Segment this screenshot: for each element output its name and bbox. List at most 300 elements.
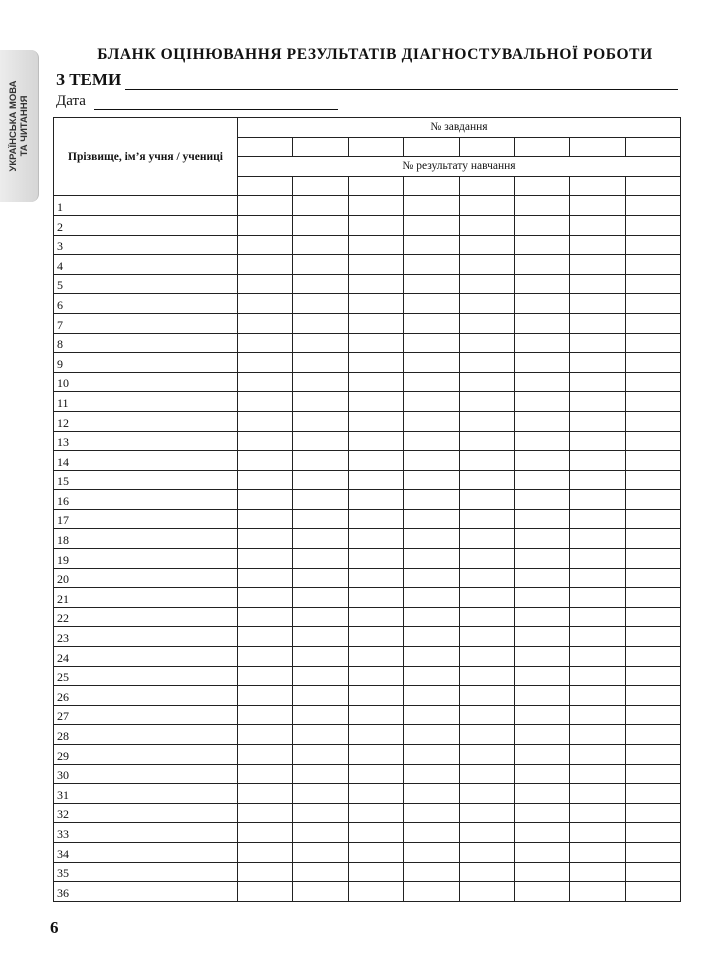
student-name-cell[interactable]: 19 [54,549,238,569]
student-name-cell[interactable]: 22 [54,607,238,627]
score-cell[interactable] [570,274,625,294]
score-cell[interactable] [625,784,680,804]
score-cell[interactable] [459,803,514,823]
score-cell[interactable] [348,588,403,608]
score-cell[interactable] [404,313,459,333]
score-cell[interactable] [625,431,680,451]
task-number-cell[interactable] [514,137,569,157]
score-cell[interactable] [459,215,514,235]
score-cell[interactable] [514,588,569,608]
score-cell[interactable] [238,294,293,314]
score-cell[interactable] [293,235,348,255]
score-cell[interactable] [404,666,459,686]
score-cell[interactable] [514,431,569,451]
task-number-cell[interactable] [348,137,403,157]
score-cell[interactable] [238,215,293,235]
score-cell[interactable] [514,411,569,431]
score-cell[interactable] [238,196,293,216]
score-cell[interactable] [570,607,625,627]
score-cell[interactable] [570,313,625,333]
score-cell[interactable] [348,627,403,647]
score-cell[interactable] [238,529,293,549]
score-cell[interactable] [625,333,680,353]
score-cell[interactable] [459,353,514,373]
score-cell[interactable] [404,490,459,510]
score-cell[interactable] [459,823,514,843]
score-cell[interactable] [404,353,459,373]
score-cell[interactable] [570,705,625,725]
score-cell[interactable] [293,784,348,804]
student-name-cell[interactable]: 24 [54,647,238,667]
score-cell[interactable] [348,725,403,745]
score-cell[interactable] [625,470,680,490]
score-cell[interactable] [570,588,625,608]
score-cell[interactable] [238,509,293,529]
score-cell[interactable] [459,392,514,412]
score-cell[interactable] [570,509,625,529]
score-cell[interactable] [514,764,569,784]
score-cell[interactable] [570,235,625,255]
task-number-cell[interactable] [625,137,680,157]
score-cell[interactable] [293,372,348,392]
score-cell[interactable] [514,529,569,549]
score-cell[interactable] [348,470,403,490]
score-cell[interactable] [459,274,514,294]
score-cell[interactable] [348,431,403,451]
score-cell[interactable] [459,705,514,725]
score-cell[interactable] [293,333,348,353]
score-cell[interactable] [404,784,459,804]
score-cell[interactable] [459,882,514,902]
score-cell[interactable] [570,431,625,451]
score-cell[interactable] [404,627,459,647]
score-cell[interactable] [459,235,514,255]
score-cell[interactable] [404,568,459,588]
result-number-cell[interactable] [514,176,569,196]
score-cell[interactable] [238,607,293,627]
score-cell[interactable] [625,392,680,412]
score-cell[interactable] [238,666,293,686]
score-cell[interactable] [293,294,348,314]
score-cell[interactable] [238,764,293,784]
score-cell[interactable] [570,372,625,392]
score-cell[interactable] [293,627,348,647]
score-cell[interactable] [293,764,348,784]
score-cell[interactable] [348,745,403,765]
score-cell[interactable] [348,666,403,686]
score-cell[interactable] [293,255,348,275]
score-cell[interactable] [514,490,569,510]
score-cell[interactable] [459,372,514,392]
score-cell[interactable] [238,686,293,706]
student-name-cell[interactable]: 25 [54,666,238,686]
score-cell[interactable] [238,823,293,843]
score-cell[interactable] [404,647,459,667]
task-number-cell[interactable] [238,137,293,157]
score-cell[interactable] [293,705,348,725]
score-cell[interactable] [570,549,625,569]
score-cell[interactable] [625,823,680,843]
score-cell[interactable] [514,705,569,725]
score-cell[interactable] [625,568,680,588]
student-name-cell[interactable]: 16 [54,490,238,510]
score-cell[interactable] [514,882,569,902]
score-cell[interactable] [348,568,403,588]
score-cell[interactable] [625,490,680,510]
score-cell[interactable] [348,392,403,412]
task-number-cell[interactable] [570,137,625,157]
score-cell[interactable] [293,823,348,843]
score-cell[interactable] [293,509,348,529]
score-cell[interactable] [238,725,293,745]
student-name-cell[interactable]: 10 [54,372,238,392]
student-name-cell[interactable]: 4 [54,255,238,275]
score-cell[interactable] [459,588,514,608]
score-cell[interactable] [293,568,348,588]
score-cell[interactable] [570,411,625,431]
score-cell[interactable] [570,353,625,373]
score-cell[interactable] [293,470,348,490]
score-cell[interactable] [570,392,625,412]
score-cell[interactable] [238,431,293,451]
score-cell[interactable] [514,823,569,843]
score-cell[interactable] [348,842,403,862]
score-cell[interactable] [514,470,569,490]
student-name-cell[interactable]: 23 [54,627,238,647]
student-name-cell[interactable]: 33 [54,823,238,843]
score-cell[interactable] [238,803,293,823]
result-number-cell[interactable] [293,176,348,196]
result-number-cell[interactable] [348,176,403,196]
student-name-cell[interactable]: 27 [54,705,238,725]
score-cell[interactable] [404,549,459,569]
student-name-cell[interactable]: 32 [54,803,238,823]
score-cell[interactable] [293,745,348,765]
score-cell[interactable] [293,882,348,902]
score-cell[interactable] [404,215,459,235]
score-cell[interactable] [348,451,403,471]
score-cell[interactable] [570,647,625,667]
score-cell[interactable] [293,647,348,667]
student-name-cell[interactable]: 17 [54,509,238,529]
score-cell[interactable] [238,549,293,569]
score-cell[interactable] [625,509,680,529]
student-name-cell[interactable]: 12 [54,411,238,431]
score-cell[interactable] [238,627,293,647]
score-cell[interactable] [293,431,348,451]
score-cell[interactable] [514,842,569,862]
score-cell[interactable] [348,862,403,882]
result-number-cell[interactable] [570,176,625,196]
score-cell[interactable] [348,411,403,431]
score-cell[interactable] [570,842,625,862]
score-cell[interactable] [293,490,348,510]
score-cell[interactable] [459,490,514,510]
student-name-cell[interactable]: 1 [54,196,238,216]
score-cell[interactable] [570,823,625,843]
score-cell[interactable] [625,549,680,569]
score-cell[interactable] [404,686,459,706]
score-cell[interactable] [625,627,680,647]
result-number-cell[interactable] [625,176,680,196]
score-cell[interactable] [514,294,569,314]
score-cell[interactable] [238,647,293,667]
score-cell[interactable] [625,313,680,333]
task-number-cell[interactable] [293,137,348,157]
student-name-cell[interactable]: 34 [54,842,238,862]
score-cell[interactable] [348,607,403,627]
score-cell[interactable] [570,490,625,510]
score-cell[interactable] [514,353,569,373]
score-cell[interactable] [570,725,625,745]
score-cell[interactable] [238,745,293,765]
student-name-cell[interactable]: 21 [54,588,238,608]
score-cell[interactable] [625,666,680,686]
score-cell[interactable] [348,529,403,549]
score-cell[interactable] [238,784,293,804]
score-cell[interactable] [570,686,625,706]
score-cell[interactable] [459,451,514,471]
score-cell[interactable] [459,842,514,862]
student-name-cell[interactable]: 15 [54,470,238,490]
score-cell[interactable] [238,842,293,862]
score-cell[interactable] [404,411,459,431]
score-cell[interactable] [625,745,680,765]
score-cell[interactable] [238,333,293,353]
score-cell[interactable] [404,509,459,529]
student-name-cell[interactable]: 3 [54,235,238,255]
student-name-cell[interactable]: 29 [54,745,238,765]
score-cell[interactable] [293,353,348,373]
score-cell[interactable] [238,470,293,490]
score-cell[interactable] [348,509,403,529]
score-cell[interactable] [404,803,459,823]
score-cell[interactable] [625,529,680,549]
score-cell[interactable] [404,255,459,275]
score-cell[interactable] [459,607,514,627]
score-cell[interactable] [459,333,514,353]
score-cell[interactable] [348,803,403,823]
score-cell[interactable] [570,196,625,216]
score-cell[interactable] [625,882,680,902]
student-name-cell[interactable]: 31 [54,784,238,804]
score-cell[interactable] [570,470,625,490]
student-name-cell[interactable]: 14 [54,451,238,471]
score-cell[interactable] [625,215,680,235]
score-cell[interactable] [404,333,459,353]
student-name-cell[interactable]: 6 [54,294,238,314]
score-cell[interactable] [238,313,293,333]
score-cell[interactable] [238,490,293,510]
score-cell[interactable] [625,372,680,392]
score-cell[interactable] [238,392,293,412]
score-cell[interactable] [459,666,514,686]
score-cell[interactable] [404,235,459,255]
score-cell[interactable] [514,725,569,745]
score-cell[interactable] [570,803,625,823]
student-name-cell[interactable]: 36 [54,882,238,902]
score-cell[interactable] [514,549,569,569]
score-cell[interactable] [404,470,459,490]
score-cell[interactable] [293,313,348,333]
score-cell[interactable] [514,451,569,471]
score-cell[interactable] [514,666,569,686]
score-cell[interactable] [625,686,680,706]
score-cell[interactable] [625,862,680,882]
score-cell[interactable] [238,862,293,882]
score-cell[interactable] [293,549,348,569]
student-name-cell[interactable]: 7 [54,313,238,333]
score-cell[interactable] [293,588,348,608]
score-cell[interactable] [570,568,625,588]
student-name-cell[interactable]: 18 [54,529,238,549]
score-cell[interactable] [514,647,569,667]
student-name-cell[interactable]: 26 [54,686,238,706]
score-cell[interactable] [625,764,680,784]
score-cell[interactable] [459,549,514,569]
score-cell[interactable] [459,745,514,765]
result-number-cell[interactable] [404,176,459,196]
score-cell[interactable] [348,294,403,314]
score-cell[interactable] [238,255,293,275]
score-cell[interactable] [293,607,348,627]
score-cell[interactable] [514,686,569,706]
score-cell[interactable] [514,745,569,765]
score-cell[interactable] [404,431,459,451]
score-cell[interactable] [404,607,459,627]
student-name-cell[interactable]: 35 [54,862,238,882]
score-cell[interactable] [404,196,459,216]
student-name-cell[interactable]: 5 [54,274,238,294]
score-cell[interactable] [459,255,514,275]
student-name-cell[interactable]: 8 [54,333,238,353]
score-cell[interactable] [348,549,403,569]
student-name-cell[interactable]: 11 [54,392,238,412]
score-cell[interactable] [625,705,680,725]
score-cell[interactable] [570,627,625,647]
score-cell[interactable] [404,705,459,725]
result-number-cell[interactable] [238,176,293,196]
score-cell[interactable] [293,274,348,294]
score-cell[interactable] [514,313,569,333]
score-cell[interactable] [459,196,514,216]
score-cell[interactable] [293,686,348,706]
score-cell[interactable] [570,745,625,765]
student-name-cell[interactable]: 30 [54,764,238,784]
score-cell[interactable] [404,274,459,294]
score-cell[interactable] [293,842,348,862]
score-cell[interactable] [293,411,348,431]
score-cell[interactable] [459,470,514,490]
score-cell[interactable] [625,647,680,667]
score-cell[interactable] [348,686,403,706]
score-cell[interactable] [238,411,293,431]
score-cell[interactable] [348,647,403,667]
score-cell[interactable] [625,725,680,745]
score-cell[interactable] [514,196,569,216]
score-cell[interactable] [514,803,569,823]
score-cell[interactable] [625,353,680,373]
score-cell[interactable] [570,764,625,784]
score-cell[interactable] [459,568,514,588]
score-cell[interactable] [514,607,569,627]
score-cell[interactable] [459,411,514,431]
score-cell[interactable] [348,196,403,216]
score-cell[interactable] [293,862,348,882]
score-cell[interactable] [625,235,680,255]
score-cell[interactable] [348,490,403,510]
score-cell[interactable] [404,862,459,882]
score-cell[interactable] [459,725,514,745]
score-cell[interactable] [514,862,569,882]
score-cell[interactable] [625,255,680,275]
score-cell[interactable] [348,313,403,333]
score-cell[interactable] [348,215,403,235]
score-cell[interactable] [570,529,625,549]
score-cell[interactable] [570,666,625,686]
score-cell[interactable] [348,255,403,275]
score-cell[interactable] [625,842,680,862]
score-cell[interactable] [459,686,514,706]
task-number-cell[interactable] [459,137,514,157]
score-cell[interactable] [348,764,403,784]
score-cell[interactable] [293,666,348,686]
score-cell[interactable] [459,529,514,549]
score-cell[interactable] [348,823,403,843]
score-cell[interactable] [625,803,680,823]
score-cell[interactable] [293,451,348,471]
student-name-cell[interactable]: 28 [54,725,238,745]
score-cell[interactable] [348,235,403,255]
score-cell[interactable] [514,333,569,353]
score-cell[interactable] [625,607,680,627]
score-cell[interactable] [514,784,569,804]
score-cell[interactable] [570,882,625,902]
score-cell[interactable] [293,215,348,235]
score-cell[interactable] [238,568,293,588]
score-cell[interactable] [459,764,514,784]
score-cell[interactable] [570,255,625,275]
score-cell[interactable] [293,392,348,412]
student-name-cell[interactable]: 2 [54,215,238,235]
score-cell[interactable] [404,725,459,745]
score-cell[interactable] [459,862,514,882]
score-cell[interactable] [348,333,403,353]
score-cell[interactable] [570,215,625,235]
score-cell[interactable] [293,725,348,745]
score-cell[interactable] [514,274,569,294]
score-cell[interactable] [404,764,459,784]
result-number-cell[interactable] [459,176,514,196]
score-cell[interactable] [238,372,293,392]
score-cell[interactable] [625,294,680,314]
score-cell[interactable] [570,862,625,882]
score-cell[interactable] [238,235,293,255]
score-cell[interactable] [459,627,514,647]
score-cell[interactable] [459,647,514,667]
score-cell[interactable] [514,235,569,255]
score-cell[interactable] [459,431,514,451]
score-cell[interactable] [514,255,569,275]
student-name-cell[interactable]: 13 [54,431,238,451]
score-cell[interactable] [348,784,403,804]
score-cell[interactable] [404,451,459,471]
date-fill-line[interactable] [94,109,338,110]
score-cell[interactable] [459,784,514,804]
score-cell[interactable] [238,705,293,725]
score-cell[interactable] [238,588,293,608]
student-name-cell[interactable]: 9 [54,353,238,373]
